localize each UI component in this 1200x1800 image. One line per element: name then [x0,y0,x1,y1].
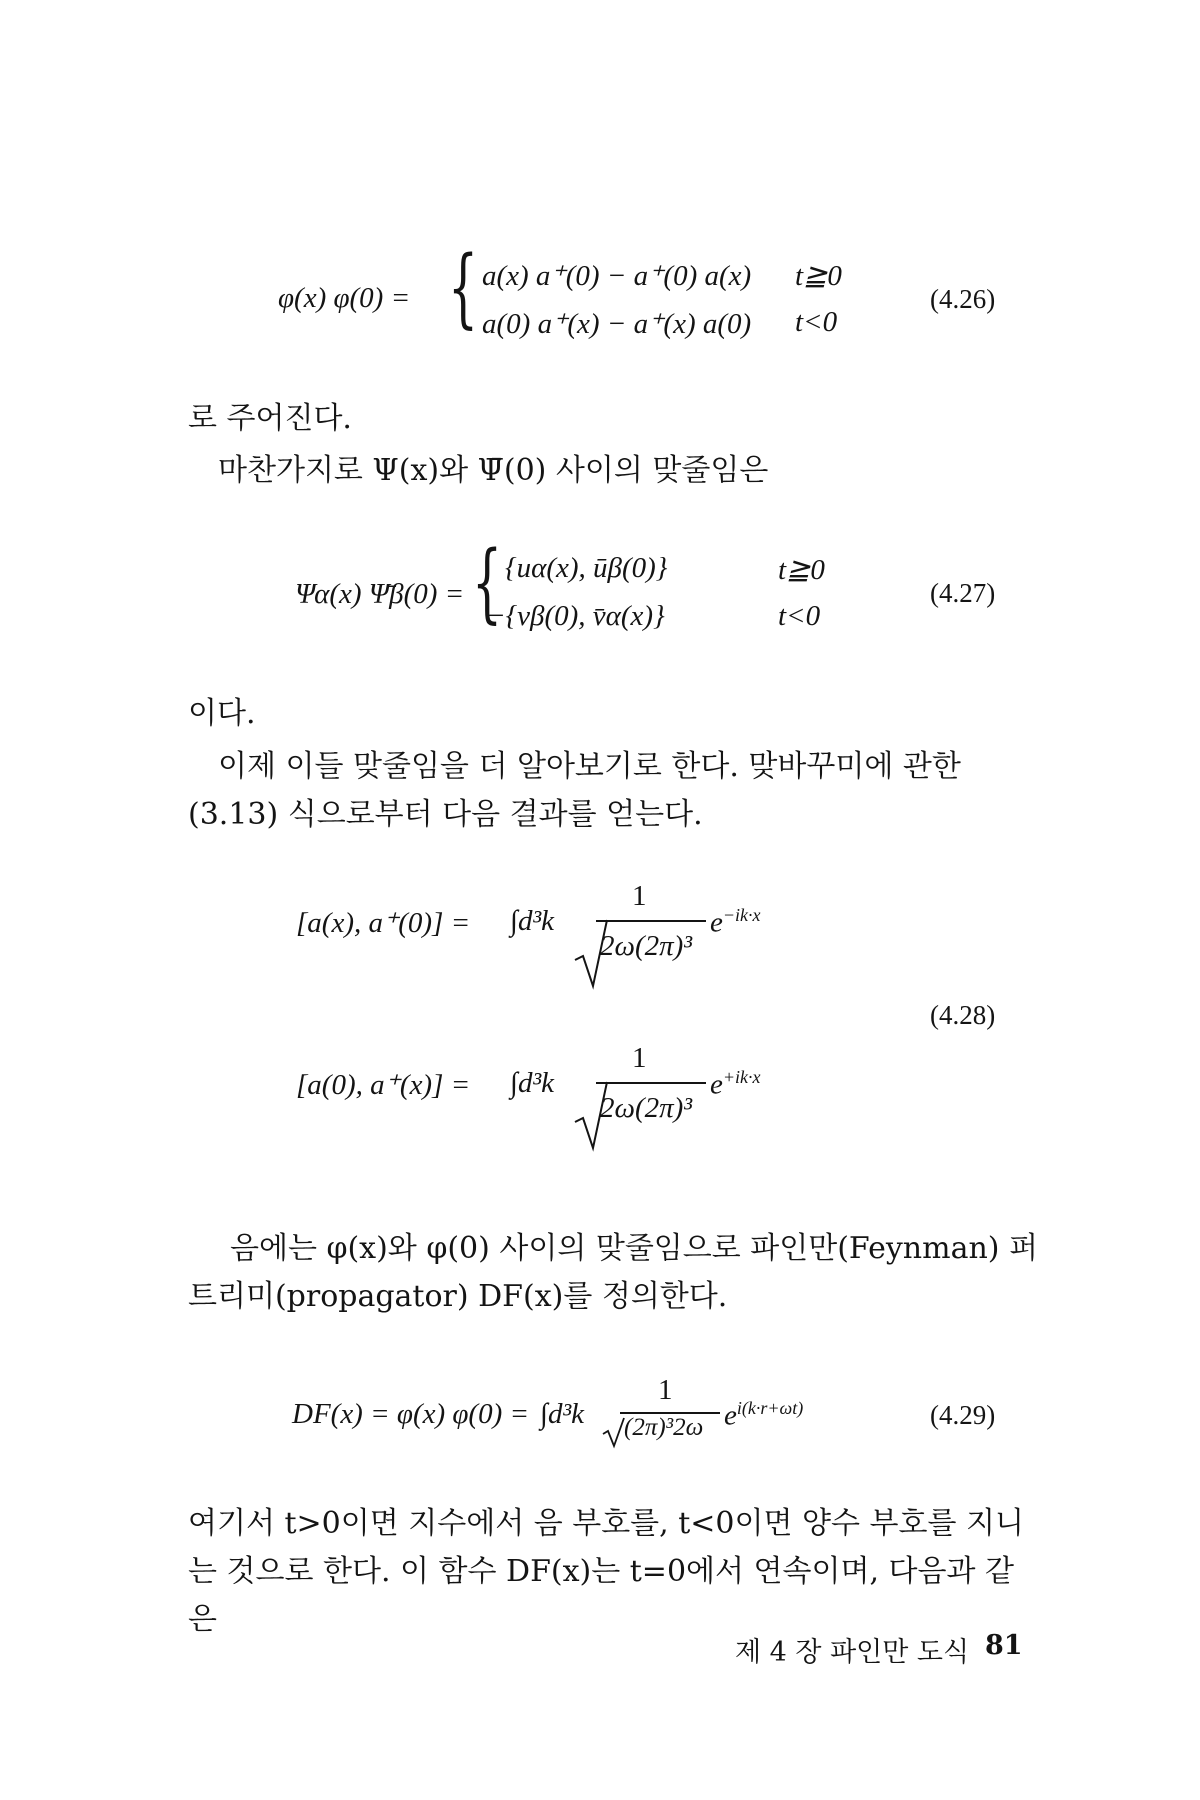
eq-4-29-integral: ∫d³k [540,1398,585,1430]
eq-4-29-numerator: 1 [658,1374,673,1406]
eq-4-27-cond1: t≧0 [778,554,825,586]
eq-4-29-sqrt-sign [602,1416,626,1448]
eq-4-28-denominator2: 2ω(2π)³ [600,1092,693,1124]
eq-4-26-brace: { [448,238,479,338]
eq-4-29-number: (4.29) [930,1400,996,1430]
eq-4-26-case2: a(0) a⁺(x) − a⁺(x) a(0) [482,308,752,340]
eq-4-29-exp-base: e [724,1399,737,1432]
eq-4-26-cond1: t≧0 [795,260,842,292]
paragraph-similarly: 마찬가지로 Ψ(x)와 Ψ̄(0) 사이의 맞줄임은 [218,453,769,488]
paragraph-is: 이다. [188,696,256,731]
eq-4-27-case2: −{vβ(0), v̄α(x)} [486,600,665,632]
eq-4-26-cond2: t<0 [795,306,838,338]
eq-4-27-case1: {uα(x), ūβ(0)} [505,552,668,584]
eq-4-26-number: (4.26) [930,284,996,314]
eq-4-28-exp2-base: e [710,1068,723,1101]
eq-4-28-denominator1: 2ω(2π)³ [600,930,693,962]
eq-4-28-exp1-sup: −ik·x [722,905,761,925]
paragraph-next: 음에는 φ(x)와 φ(0) 사이의 맞줄임으로 파인만(Feynman) 퍼트리미(propagator) DF(x)를 정의한다. [188,1231,1038,1314]
eq-4-28-numerator2: 1 [632,1042,647,1074]
eq-4-27-brace: { [472,533,503,633]
eq-4-26-lhs: φ(x) φ(0) = [278,282,411,314]
eq-4-26-case1: a(x) a⁺(0) − a⁺(0) a(x) [482,260,752,292]
eq-4-28-exp2 [710,1067,761,1102]
eq-4-28-integral1: ∫d³k [510,905,555,937]
page-number: 81 [985,1630,1023,1661]
eq-4-28-number: (4.28) [930,1000,996,1030]
paragraph-here: 여기서 t>0이면 지수에서 음 부호를, t<0이면 양수 부호를 지니는 것으로 한다. 이 함수 DF(x)는 t=0에서 연속이며, 다음과 같은 [188,1506,1024,1637]
eq-4-29-exp-sup: i(k·r+ωt) [736,1398,804,1418]
eq-4-27-lhs: Ψα(x) Ψ̄β(0) = [295,578,465,610]
paragraph-now: 이제 이들 맞줄임을 더 알아보기로 한다. 맞바꾸미에 관한 (3.13) 식으로부터 다음 결과를 얻는다. [188,749,961,832]
eq-4-29-lhs: DF(x) = φ(x) φ(0) = [292,1398,530,1430]
eq-4-27-number: (4.27) [930,578,996,608]
eq-4-28-lhs1: [a(x), a⁺(0)] = [296,907,471,939]
eq-4-28-numerator1: 1 [632,880,647,912]
eq-4-29-denominator: (2π)³2ω [624,1414,704,1441]
eq-4-28-exp1-base: e [710,906,723,939]
paragraph-given: 로 주어진다. [188,401,352,436]
eq-4-28-exp2-sup: +ik·x [722,1067,761,1087]
eq-4-28-exp1 [710,905,761,940]
footer-chapter: 제 4 장 파인만 도식 [735,1637,970,1668]
eq-4-27-cond2: t<0 [778,600,821,632]
eq-4-29-exp [724,1398,803,1433]
eq-4-28-integral2: ∫d³k [510,1067,555,1099]
eq-4-28-lhs2: [a(0), a⁺(x)] = [296,1069,471,1101]
